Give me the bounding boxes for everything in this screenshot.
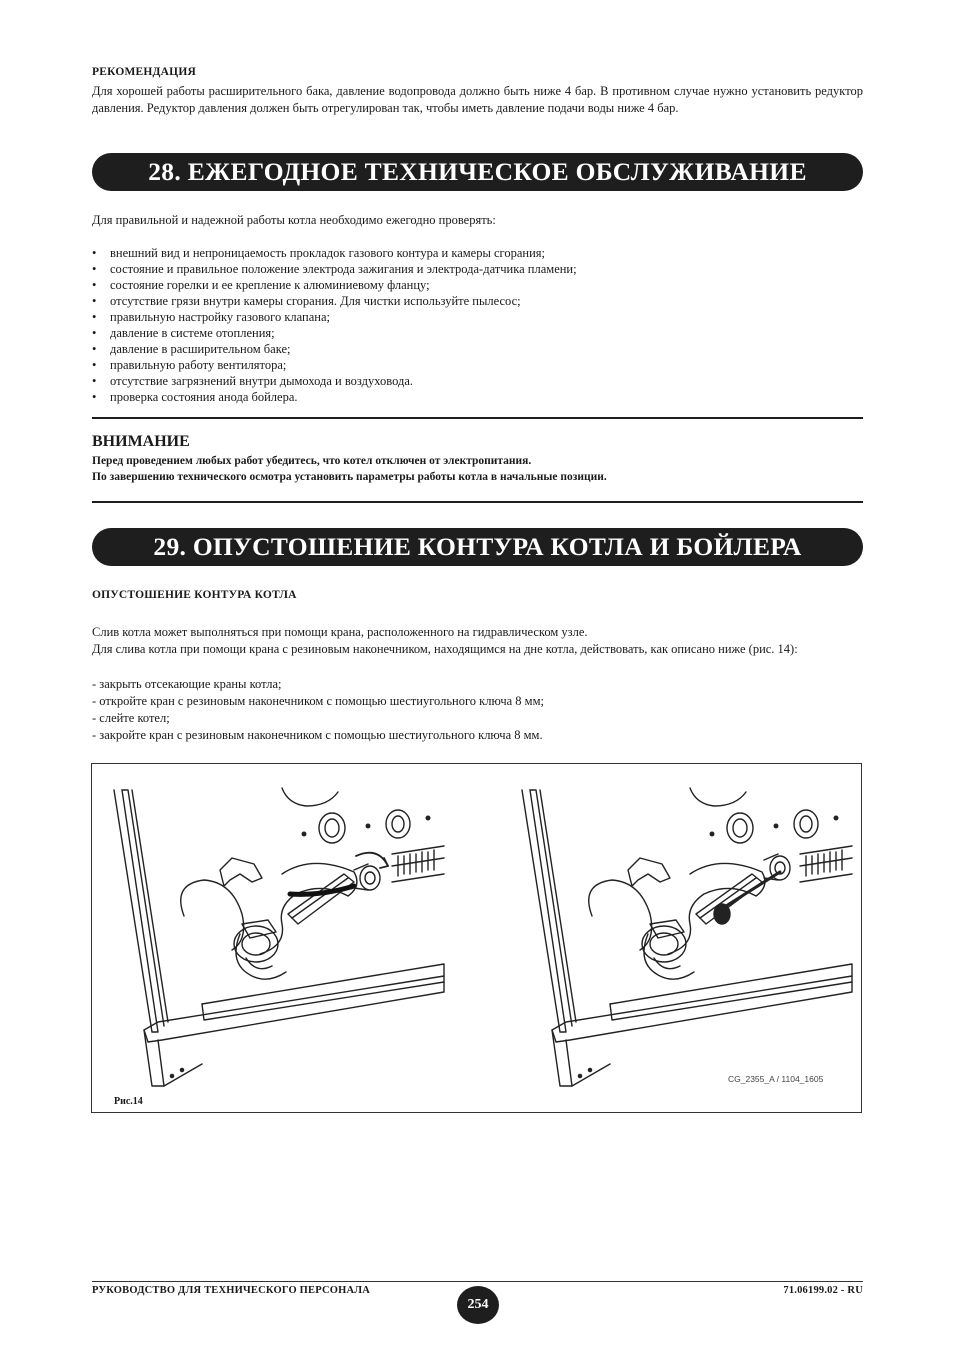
list-item: • отсутствие грязи внутри камеры сгорания. Для чистки используйте пылесос; xyxy=(92,293,863,309)
list-item: • давление в системе отопления; xyxy=(92,325,863,341)
list-item: • отсутствие загрязнений внутри дымохода и воздуховода. xyxy=(92,373,863,389)
section-29-title: 29. ОПУСТОШЕНИЕ КОНТУРА КОТЛА И БОЙЛЕРА xyxy=(92,528,863,566)
section-28-intro: Для правильной и надежной работы котла необходимо ежегодно проверять: xyxy=(92,213,496,227)
divider xyxy=(92,417,863,419)
list-item: • состояние горелки и ее крепление к алюминиевому фланцу; xyxy=(92,277,863,293)
list-item: • состояние и правильное положение электрода зажигания и электрода-датчика пламени; xyxy=(92,261,863,277)
list-item: • правильную работу вентилятора; xyxy=(92,357,863,373)
recommendation-heading: РЕКОМЕНДАЦИЯ xyxy=(92,66,196,78)
section-29-para-1: Слив котла может выполняться при помощи крана, расположенного на гидравлическом узле. xyxy=(92,625,588,639)
list-item: • проверка состояния анода бойлера. xyxy=(92,389,863,405)
section-29-para-2: Для слива котла при помощи крана с резиновым наконечником, находящимся на дне котла, действовать, как описано ниже (рис. 14): xyxy=(92,642,798,656)
maintenance-checklist xyxy=(92,245,863,405)
right-drawing xyxy=(522,788,852,1086)
list-item: • внешний вид и непроницаемость прокладок газового контура и камеры сгорания; xyxy=(92,245,863,261)
warning-line-2: По завершению технического осмотра установить параметры работы котла в начальные позиции. xyxy=(92,471,607,483)
page-number: 254 xyxy=(457,1286,499,1324)
recommendation-text: Для хорошей работы расширительного бака, давление водопровода должно быть ниже 4 бар. В противном случае нужно установить редуктор давления. Редуктор давления должен быть отрегулирован так, чтобы иметь давление подачи воды ниже 4 бар. xyxy=(92,84,863,115)
figure-code: CG_2355_A / 1104_1605 xyxy=(728,1074,824,1084)
list-item: - откройте кран с резиновым наконечником с помощью шестиугольного ключа 8 мм; xyxy=(92,694,544,708)
list-item: • давление в расширительном баке; xyxy=(92,341,863,357)
section-29-subheading: ОПУСТОШЕНИЕ КОНТУРА КОТЛА xyxy=(92,589,297,601)
warning-line-1: Перед проведением любых работ убедитесь, что котел отключен от электропитания. xyxy=(92,455,532,467)
list-item: • правильную настройку газового клапана; xyxy=(92,309,863,325)
footer-left: РУКОВОДСТВО ДЛЯ ТЕХНИЧЕСКОГО ПЕРСОНАЛА xyxy=(92,1285,371,1296)
footer-divider xyxy=(92,1281,863,1282)
list-item: - слейте котел; xyxy=(92,711,170,725)
figure-caption: Рис.14 xyxy=(114,1096,143,1107)
section-28-title: 28. ЕЖЕГОДНОЕ ТЕХНИЧЕСКОЕ ОБСЛУЖИВАНИЕ xyxy=(92,153,863,191)
footer-right: 71.06199.02 - RU xyxy=(783,1285,863,1296)
divider xyxy=(92,501,863,503)
drain-valve-illustration xyxy=(92,764,861,1112)
figure-14 xyxy=(91,763,862,1113)
list-item: - закрыть отсекающие краны котла; xyxy=(92,677,282,691)
warning-heading: ВНИМАНИЕ xyxy=(92,433,190,450)
list-item: - закройте кран с резиновым наконечником с помощью шестиугольного ключа 8 мм. xyxy=(92,728,543,742)
left-drawing xyxy=(114,788,444,1086)
drain-steps xyxy=(92,676,863,744)
